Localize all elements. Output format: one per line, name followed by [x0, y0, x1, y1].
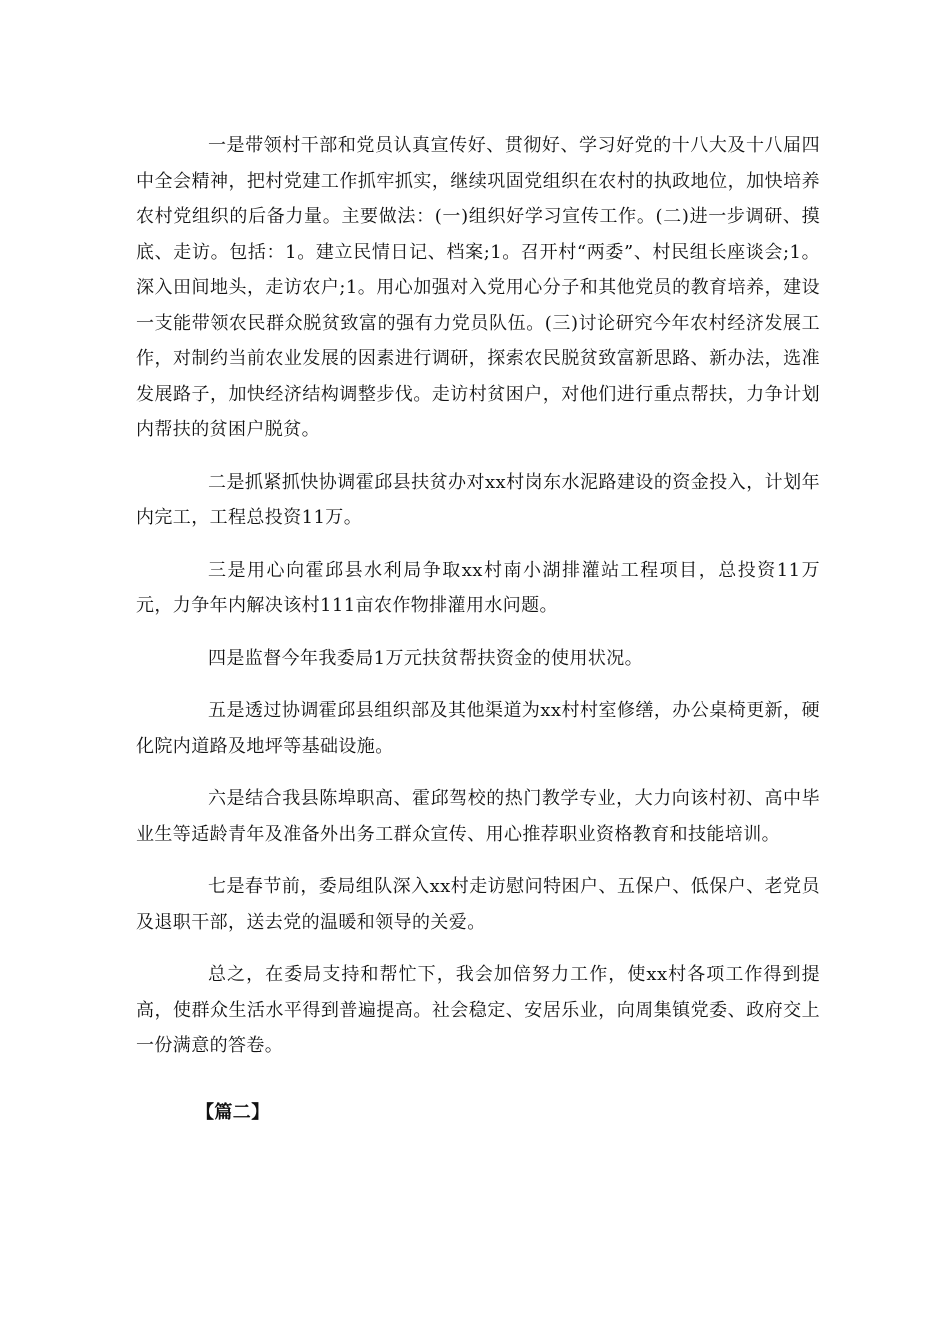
document-body — [136, 128, 820, 1130]
section-heading: 【篇二】 — [196, 1101, 270, 1123]
paragraph-4: 四是监督今年我委局1万元扶贫帮扶资金的使用状况。 — [208, 647, 644, 669]
paragraph-2: 二是抓紧抓快协调霍邱县扶贫办对xx村岗东水泥路建设的资金投入，计划年内完工，工程总投资11万。 — [136, 471, 820, 528]
paragraph-5: 五是透过协调霍邱县组织部及其他渠道为xx村村室修缮，办公桌椅更新，硬化院内道路及地坪等基础设施。 — [136, 700, 820, 757]
paragraph-7: 七是春节前，委局组队深入xx村走访慰问特困户、五保户、低保户、老党员及退职干部，送去党的温暖和领导的关爱。 — [136, 876, 820, 933]
paragraph-8: 总之，在委局支持和帮忙下，我会加倍努力工作，使xx村各项工作得到提高，使群众生活水平得到普遍提高。社会稳定、安居乐业，向周集镇党委、政府交上一份满意的答卷。 — [136, 964, 820, 1056]
paragraph-3: 三是用心向霍邱县水利局争取xx村南小湖排灌站工程项目，总投资11万元，力争年内解决该村111亩农作物排灌用水问题。 — [136, 559, 820, 616]
paragraph-1: 一是带领村干部和党员认真宣传好、贯彻好、学习好党的十八大及十八届四中全会精神，把村党建工作抓牢抓实，继续巩固党组织在农村的执政地位，加快培养农村党组织的后备力量。主要做法：(一)组织好学习宣传工作。(二)进一步调研、摸底、走访。包括：1。建立民情日记、档案;1。召开村“两委”、村民组长座谈会;1。深入田间地头，走访农户;1。用心加强对入党用心分子和其他党员的教育培养，建设一支能带领农民群众脱贫致富的强有力党员队伍。(三)讨论研究今年农村经济发展工作，对制约当前农业发展的因素进行调研，探索农民脱贫致富新思路、新办法，选准发展路子，加快经济结构调整步伐。走访村贫困户，对他们进行重点帮扶，力争计划内帮扶的贫困户脱贫。 — [136, 135, 820, 440]
paragraph-6: 六是结合我县陈埠职高、霍邱驾校的热门教学专业，大力向该村初、高中毕业生等适龄青年及准备外出务工群众宣传、用心推荐职业资格教育和技能培训。 — [136, 788, 820, 845]
